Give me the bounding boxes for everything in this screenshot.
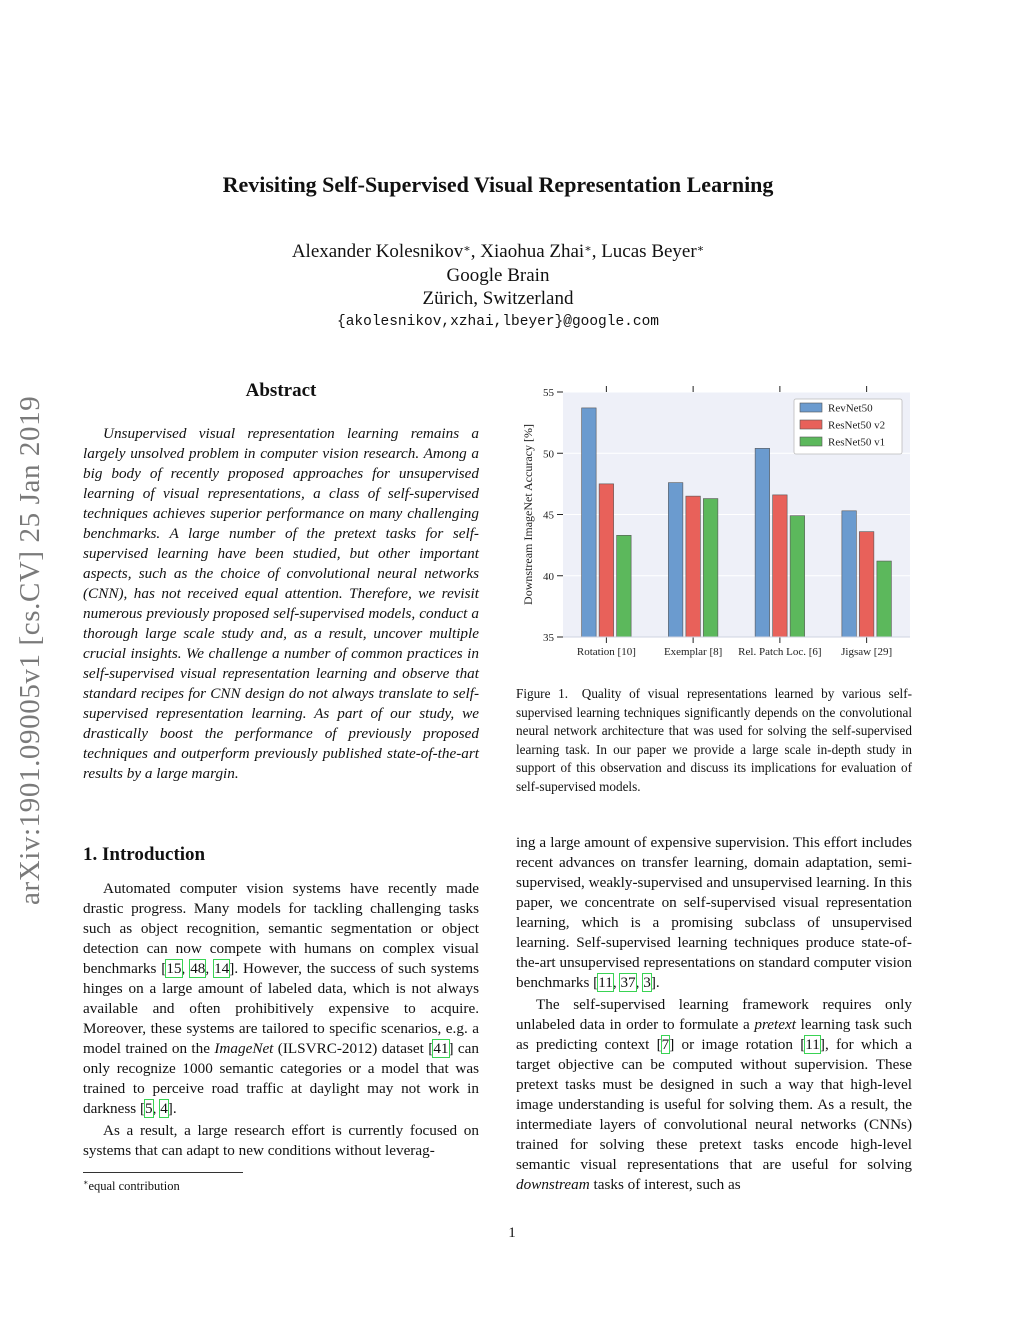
y-axis-label: Downstream ImageNet Accuracy [%] xyxy=(521,424,535,605)
citation-link[interactable]: 11 xyxy=(805,1036,820,1053)
x-tick-label: Jigsaw [29] xyxy=(841,646,893,658)
citation-link[interactable]: 14 xyxy=(214,960,230,977)
citation-link[interactable]: 41 xyxy=(433,1040,449,1057)
text-run: The self-supervised learning framework requires only unlabeled data in order to formulate a xyxy=(516,996,912,1033)
y-tick-label: 40 xyxy=(543,570,554,583)
abstract-heading: Abstract xyxy=(245,380,317,401)
text-run: ing a large amount of expensive supervision. This effort includes recent advances on transfer learning, domain adaptation, semi-supervised, weakly-supervised and unsupervised learning. In this paper, we concentrate on self-supervised visual representation learning, which is a promising subclass of unsupervised learning. Self-supervised learning techniques produce state-of-the-art unsupervised representations on standard computer vision benchmarks [ xyxy=(516,834,912,991)
citation-link[interactable]: 48 xyxy=(190,960,206,977)
x-tick-label: Exemplar [8] xyxy=(663,646,723,658)
text-run: ]. xyxy=(650,974,660,991)
legend-swatch xyxy=(800,420,822,429)
author-name: Lucas Beyer xyxy=(601,241,697,262)
citation-link[interactable]: 7 xyxy=(661,1036,670,1053)
bar-revnet50 xyxy=(755,448,770,637)
y-tick-label: 50 xyxy=(543,448,554,461)
author-mark: ∗ xyxy=(696,243,705,255)
arxiv-stamp: arXiv:1901.09005v1 [cs.CV] 25 Jan 2019 xyxy=(14,395,46,905)
email-address: {akolesnikov,xzhai,lbeyer}@google.com xyxy=(337,313,659,330)
bar-chart xyxy=(516,380,916,665)
text-run: tasks of interest, such as xyxy=(589,1176,741,1193)
text-run: Automated computer vision systems have recently made drastic progress. Many models for tackling challenging tasks such as object recognition, semantic segmentation or object detection can now compete with humans on complex visual benchmarks [ xyxy=(83,880,479,977)
y-tick-label: 45 xyxy=(543,509,554,522)
paper-title: Revisiting Self-Supervised Visual Representation Learning xyxy=(222,172,774,197)
figure-label: Figure 1. xyxy=(516,686,569,701)
figure-1 xyxy=(516,380,916,665)
legend-label: ResNet50 v1 xyxy=(828,436,886,449)
text-run: ]. xyxy=(167,1100,177,1117)
bar-resnet50-v2 xyxy=(686,496,701,637)
caption-text: Quality of visual representations learned by various self-supervised learning techniques significantly depends on the convolutional neural network architecture that was used for solving the self-supervised learning task. In our paper we provide a large scale in-depth study in support of this observation and discuss its implications for evaluation of self-supervised models. xyxy=(516,686,913,794)
emphasis: downstream xyxy=(516,1176,590,1193)
legend-swatch xyxy=(800,437,822,446)
x-tick-label: Rotation [10] xyxy=(576,646,636,658)
bar-resnet50-v1 xyxy=(703,499,718,637)
abstract-text: Unsupervised visual representation learning remains a largely unsolved problem in computer vision research. Among a big body of recently proposed approaches for unsupervised learning of visual representations, a class of self-supervised techniques achieves superior performance on many challenging benchmarks. A large number of the pretext tasks for self-supervised learning have been studied, but other important aspects, such as the choice of convolutional neural networks (CNN), has not received equal attention. Therefore, we revisit numerous previously proposed self-supervised models, conduct a thorough large scale study and, as a result, uncover multiple crucial insights. We challenge a number of common practices in self-supervised visual representation learning and observe that standard recipes for CNN design do not always translate to self-supervised representation learning. As part of our study, we drastically boost the performance of previously proposed techniques and outperform previously published state-of-the-art results by a large margin. xyxy=(83,425,479,782)
text-run: (ILSVRC-2012) dataset [ xyxy=(273,1040,434,1057)
paragraph: As a result, a large research effort is currently focused on systems that can adapt to new conditions without leverag- xyxy=(83,1122,479,1159)
bar-resnet50-v1 xyxy=(790,516,805,637)
emphasis: pretext xyxy=(754,1016,796,1033)
dataset-name: ImageNet xyxy=(214,1040,274,1057)
citation-link[interactable]: 5 xyxy=(145,1100,153,1117)
bar-revnet50 xyxy=(668,483,683,637)
legend-swatch xyxy=(800,403,822,412)
citation-link[interactable]: 37 xyxy=(620,974,636,991)
text-run: ], for which a target objective can be computed without supervision. These pretext tasks must be designed in such a way that high-level image understanding is useful for solving them. As a result, the intermediate layers of convolutional neural networks (CNNs) trained for solving these pretext tasks encode high-level semantic visual representations that are useful for solving xyxy=(516,1036,913,1173)
legend-label: RevNet50 xyxy=(828,402,873,415)
right-column-text xyxy=(516,833,912,1195)
citation-link[interactable]: 15 xyxy=(166,960,182,977)
affiliation: Google Brain xyxy=(446,264,550,286)
paragraph xyxy=(516,995,912,1195)
x-tick-label: Rel. Patch Loc. [6] xyxy=(738,646,822,658)
citation-link[interactable]: 3 xyxy=(643,974,651,991)
text-run: ]. However, the success of such systems hinges on a large amount of labeled data, which is not always available and often prohibitively expensive to acquire. Moreover, these systems are tailored to specific scenarios, e.g. a model trained on the xyxy=(83,960,479,1057)
bar-resnet50-v1 xyxy=(617,535,632,637)
footnote-mark: ∗ xyxy=(83,1178,89,1187)
y-tick-label: 35 xyxy=(543,632,554,644)
author-names xyxy=(100,240,896,264)
paragraph: Automated computer vision systems have recently made drastic progress. Many models for tackling challenging tasks such as object recognition, semantic segmentation or object detection can now compete with humans on complex visual benchmarks [15, 48, 14]. However, the success of such systems hinges on a large amount of labeled data, which is not always available and often prohibitively expensive to acquire. Moreover, these systems are tailored to specific scenarios, e.g. a model trained on the ImageNet (ILSVRC-2012) dataset [41] can only recognize 1000 semantic categories or a model that was trained to perceive road traffic at daylight may not work in darkness [5, 4]. xyxy=(83,880,480,1117)
location: Zürich, Switzerland xyxy=(422,288,574,309)
text-run: ] can only recognize 1000 semantic categories or a model that was trained to perceive road traffic at daylight may not work in darkness [ xyxy=(83,1040,480,1117)
bar-resnet50-v2 xyxy=(773,495,788,637)
author-sep: , xyxy=(470,241,481,262)
bar-resnet50-v1 xyxy=(877,561,892,637)
legend-label: ResNet50 v2 xyxy=(828,419,886,432)
text-run: ] or image rotation [ xyxy=(669,1036,806,1053)
footnote xyxy=(83,1178,180,1194)
citation-link[interactable]: 4 xyxy=(160,1100,168,1117)
citation-link[interactable]: 11 xyxy=(598,974,613,991)
bar-resnet50-v2 xyxy=(859,532,874,637)
y-tick-label: 55 xyxy=(543,387,554,399)
page-number: 1 xyxy=(508,1225,516,1241)
bar-resnet50-v2 xyxy=(599,484,614,637)
author-name: Xiaohua Zhai xyxy=(480,241,585,262)
author-mark: ∗ xyxy=(584,243,592,255)
footnote-text: equal contribution xyxy=(88,1179,180,1194)
bar-revnet50 xyxy=(582,408,597,637)
author-name: Alexander Kolesnikov xyxy=(291,241,464,262)
text-run: learning task such as predicting context [ xyxy=(516,1016,912,1053)
introduction-body xyxy=(83,879,479,1161)
figure-caption xyxy=(516,685,912,796)
paragraph: ing a large amount of expensive supervision. This effort includes recent advances on transfer learning, domain adaptation, semi-supervised, weakly-supervised and unsupervised learning. In this paper, we concentrate on self-supervised visual representation learning, which is a promising subclass of unsupervised learning. Self-supervised learning techniques produce state-of-the-art unsupervised representations on standard computer vision benchmarks [11, 37, 3]. xyxy=(516,834,912,991)
footnote-rule xyxy=(83,1172,243,1173)
introduction-heading: 1. Introduction xyxy=(83,844,206,865)
bar-revnet50 xyxy=(842,511,857,637)
author-block xyxy=(100,240,896,334)
author-mark: ∗ xyxy=(463,243,471,255)
author-sep: , xyxy=(591,241,602,262)
